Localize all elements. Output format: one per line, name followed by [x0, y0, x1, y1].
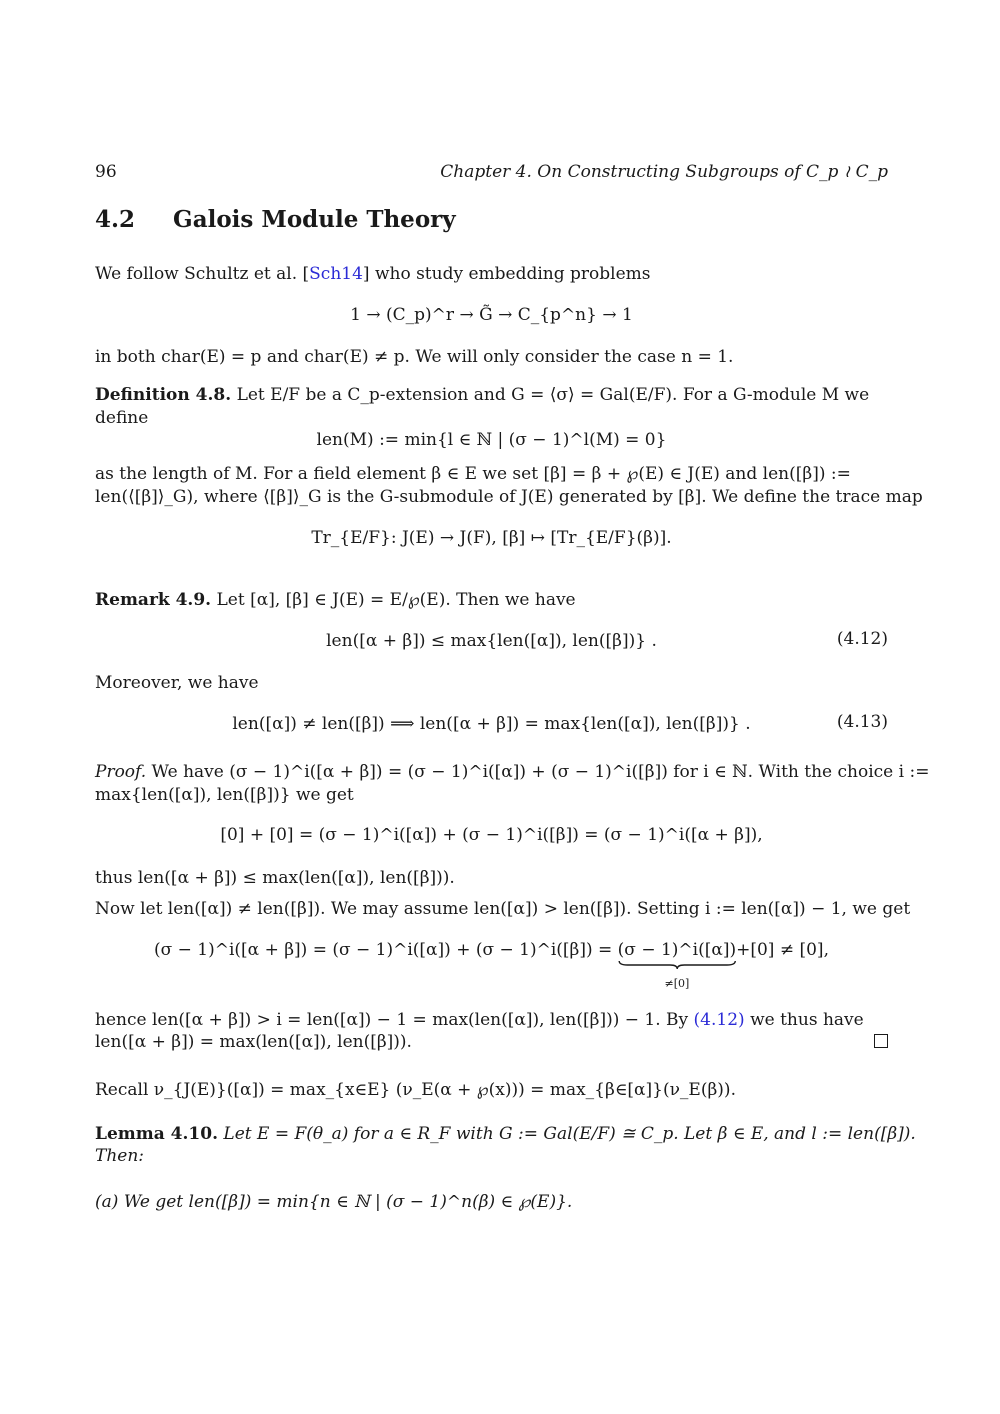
intro-text-after: ] who study embedding problems — [362, 264, 651, 284]
section-heading — [95, 206, 456, 233]
definition-label: Definition 4.8. — [95, 385, 232, 405]
proof-line-6: len([α + β]) = max(len([α]), len([β])). — [95, 1032, 412, 1052]
proof-line-2: max{len([α]), len([β])} we get — [95, 785, 354, 805]
proof-eq2-right: +[0] ≠ [0], — [736, 940, 829, 960]
lemma-line-2: Then: — [95, 1146, 145, 1166]
moreover-text: Moreover, we have — [95, 673, 259, 693]
intro-after: in both char(E) = p and char(E) ≠ p. We will only consider the case n = 1. — [95, 347, 734, 367]
remark-line — [95, 588, 888, 612]
definition-line-3: as the length of M. For a field element β ∈ E we set [β] = β + ℘(E) ∈ J(E) and len([β]) := — [95, 464, 851, 484]
lemma-item-a — [95, 1190, 888, 1214]
definition-text-1: Let E/F be a C_p-extension and G = ⟨σ⟩ = Gal(E/F). For a G-module M we — [236, 385, 870, 405]
lemma-label: Lemma 4.10. — [95, 1124, 219, 1144]
definition-line-2: define — [95, 408, 149, 428]
proof-equation-1: [0] + [0] = (σ − 1)^i([α]) + (σ − 1)^i([β]) = (σ − 1)^i([α + β]), — [220, 825, 763, 845]
embedding-equation: 1 → (C_p)^r → G̃ → C_{p^n} → 1 — [350, 305, 633, 325]
underbrace-label: ≠[0] — [664, 977, 690, 990]
remark-label: Remark 4.9. — [95, 590, 212, 610]
qed-icon — [874, 1034, 888, 1048]
definition-line-1 — [95, 383, 888, 407]
equation-4-12: len([α + β]) ≤ max{len([α]), len([β])} . — [326, 631, 657, 651]
proof-equation-2 — [95, 938, 888, 990]
equation-4-13: len([α]) ≠ len([β]) ⟹ len([α + β]) = max{len([α]), len([β])} . — [232, 714, 751, 734]
remark-text: Let [α], [β] ∈ J(E) = E/℘(E). Then we have — [216, 590, 576, 610]
equation-number-4-13: (4.13) — [836, 712, 888, 732]
section-number: 4.2 — [95, 206, 136, 233]
recall-text: Recall ν_{J(E)}([α]) = max_{x∈E} (ν_E(α + ℘(x))) = max_{β∈[α]}(ν_E(β)). — [95, 1080, 736, 1100]
lemma-line-1 — [95, 1122, 916, 1146]
proof-label: Proof. — [95, 762, 147, 782]
proof-eq2-left: (σ − 1)^i([α + β]) = (σ − 1)^i([α]) + (σ − 1)^i([β]) = — [154, 940, 613, 960]
proof-line-5 — [95, 1008, 888, 1032]
citation-link[interactable]: Sch14 — [309, 264, 363, 284]
intro-text: We follow Schultz et al. [ — [95, 264, 310, 284]
lemma-text-1: Let E = F(θ_a) for a ∈ R_F with G := Gal(E/F) ≅ C_p. Let β ∈ E, and l := len([β]). — [223, 1124, 916, 1144]
proof-text-5-after: we thus have — [750, 1010, 864, 1030]
underbrace-term: (σ − 1)^i([α]) — [617, 940, 737, 960]
equation-ref-link[interactable]: (4.12) — [693, 1010, 745, 1030]
trace-map-equation: Tr_{E/F}: J(E) → J(F), [β] ↦ [Tr_{E/F}(β)]. — [311, 528, 672, 548]
proof-line-1 — [95, 760, 930, 784]
equation-number-4-12: (4.12) — [836, 629, 888, 649]
proof-line-4: Now let len([α]) ≠ len([β]). We may assume len([α]) > len([β]). Setting i := len([α]) − 1, we get — [95, 899, 911, 919]
underbrace-icon — [618, 960, 736, 970]
intro-paragraph — [95, 262, 888, 286]
running-title: Chapter 4. On Constructing Subgroups of C_p ≀ C_p — [440, 162, 888, 182]
length-equation: len(M) := min{l ∈ ℕ | (σ − 1)^l(M) = 0} — [316, 430, 667, 450]
definition-line-4: len(⟨[β]⟩_G), where ⟨[β]⟩_G is the G-submodule of J(E) generated by [β]. We define the trace map — [95, 487, 923, 507]
proof-text-5: hence len([α + β]) > i = len([α]) − 1 = max(len([α]), len([β])) − 1. By — [95, 1010, 689, 1030]
underbrace-group — [617, 938, 737, 990]
item-a-label: (a) — [95, 1192, 119, 1212]
proof-text-1: We have (σ − 1)^i([α + β]) = (σ − 1)^i([α]) + (σ − 1)^i([β]) for i ∈ ℕ. With the choice i := — [151, 762, 930, 782]
item-a-text: We get len([β]) = min{n ∈ ℕ | (σ − 1)^n(β) ∈ ℘(E)}. — [123, 1192, 573, 1212]
section-title: Galois Module Theory — [173, 206, 456, 233]
page-number: 96 — [95, 162, 117, 182]
proof-line-3: thus len([α + β]) ≤ max(len([α]), len([β])). — [95, 868, 455, 888]
